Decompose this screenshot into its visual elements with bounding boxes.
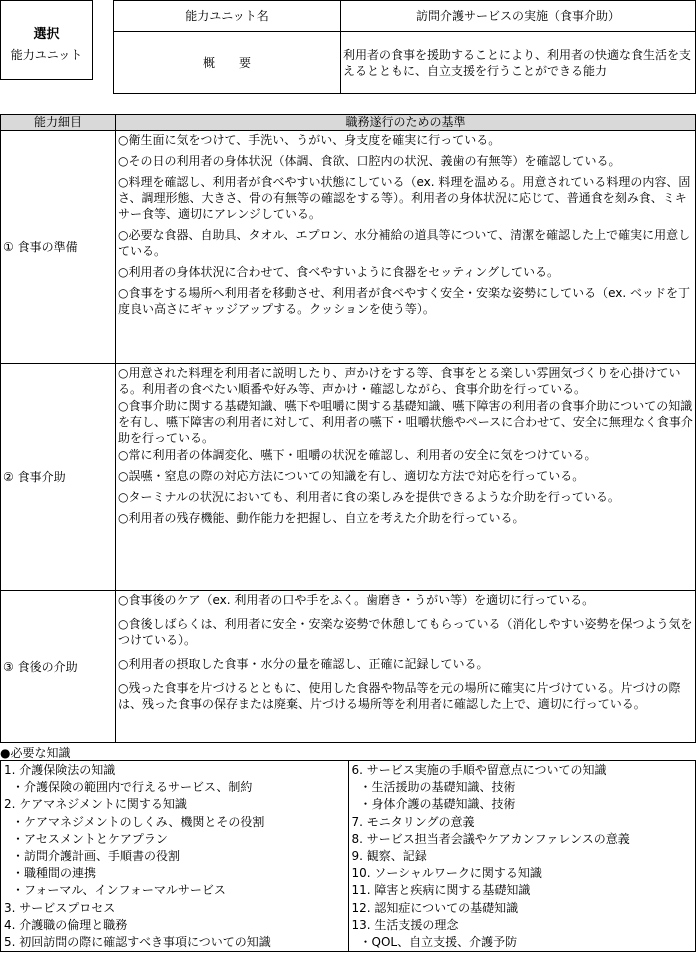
- criteria-item: ○利用者の摂取した食事・水分の量を確認し、正確に記録している。: [118, 657, 489, 671]
- knowledge-item: ・QOL、自立支援、介護予防: [359, 935, 518, 950]
- knowledge-item: 12. 認知症についての基礎知識: [351, 900, 519, 915]
- knowledge-table: [0, 760, 696, 952]
- criteria-item: ○用意された料理を利用者に説明したり、声かけをする等、食事をとる楽しい雰囲気づくりを心掛けている。利用者の食べたい順番や好み等、声かけ・確認しながら、食事介助を行っている。: [118, 366, 681, 396]
- criteria-item: ○常に利用者の体調変化、嚥下・咀嚼の状況を確認し、利用者の安全に気をつけている。: [118, 448, 597, 462]
- criteria-item: ○料理を確認し、利用者が食べやすい状態にしている（ex. 料理を温める。用意されている料理の内容、固さ、調理形態、大きさ、骨の有無等の確認をする等）。利用者の身体状況に応じて、普通食を刻み食、ミキサー食等、適切にアレンジしている。: [118, 175, 691, 221]
- criteria-item: ○食事をする場所へ利用者を移動させ、利用者が食べやすく安全・安楽な姿勢にしている（ex. ベッドを丁度良い高さにギャッジアップする。クッションを使う等）。: [118, 286, 691, 316]
- criteria-item: ○残った食事を片づけるとともに、使用した食器や物品等を元の場所に確実に片づけている。片づけの際は、残った食事の保存または廃棄、片づける場所等を利用者に確認した上で、適切に行っている。: [118, 681, 681, 711]
- select-box: [0, 0, 93, 80]
- criteria-cell: [116, 131, 696, 364]
- knowledge-item: 2. ケアマネジメントに関する知識: [4, 797, 187, 812]
- criteria-item: ○食事後のケア（ex. 利用者の口や手をふく。歯磨き・うがい等）を適切に行っている。: [118, 593, 595, 607]
- category-label: ① 食事の準備: [1, 131, 116, 364]
- header-ability-detail: 能力細目: [1, 115, 116, 131]
- criteria-table: [0, 114, 696, 743]
- knowledge-item: ・アセスメントとケアプラン: [12, 831, 168, 846]
- criteria-cell: [116, 364, 696, 591]
- header-criteria: 職務遂行のための基準: [116, 115, 696, 131]
- knowledge-item: ・身体介護の基礎知識、技術: [359, 797, 516, 812]
- category-label: ③ 食後の介助: [1, 591, 116, 743]
- knowledge-item: ・フォーマル、インフォーマルサービス: [12, 883, 226, 898]
- criteria-item: ○誤嚥・窒息の際の対応方法についての知識を有し、適切な方法で対応を行っている。: [118, 469, 585, 483]
- unit-name-value: 訪問介護サービスの実施（食事介助）: [341, 1, 696, 32]
- criteria-item: ○利用者の身体状況に合わせて、食べやすいように食器をセッティングしている。: [118, 265, 560, 279]
- criteria-item: ○ターミナルの状況においても、利用者に食の楽しみを提供できるような介助を行っている。: [118, 490, 620, 504]
- knowledge-right-column: [348, 761, 696, 952]
- knowledge-title: ●必要な知識: [0, 746, 71, 760]
- criteria-item: ○その日の利用者の身体状況（体調、食欲、口腔内の状況、義歯の有無等）を確認している。: [118, 154, 621, 168]
- knowledge-item: 9. 観察、記録: [351, 849, 427, 864]
- knowledge-left-column: [1, 761, 349, 952]
- knowledge-item: 3. サービスプロセス: [4, 900, 116, 915]
- unit-summary-label: 概 要: [114, 32, 341, 94]
- knowledge-item: ・介護保険の範囲内で行えるサービス、制約: [12, 780, 253, 795]
- knowledge-item: ・職種間の連携: [12, 866, 97, 881]
- criteria-item: ○食後しばらくは、利用者に安全・安楽な姿勢で休憩してもらっている（消化しやすい姿勢を保つよう気をつけている）。: [118, 617, 693, 647]
- knowledge-item: 4. 介護職の倫理と職務: [4, 917, 128, 932]
- criteria-item: ○衛生面に気をつけて、手洗い、うがい、身支度を確実に行っている。: [118, 133, 501, 147]
- knowledge-item: 11. 障害と疾病に関する基礎知識: [351, 883, 531, 898]
- knowledge-item: 6. サービス実施の手順や留意点についての知識: [351, 763, 607, 777]
- knowledge-item: ・ケアマネジメントのしくみ、機関とその役割: [12, 814, 265, 829]
- knowledge-item: 10. ソーシャルワークに関する知識: [351, 866, 542, 881]
- criteria-item: ○食事介助に関する基礎知識、嚥下や咀嚼に関する基礎知識、嚥下障害の利用者の食事介助についての知識を有し、嚥下障害の利用者に対して、利用者の嚥下・咀嚼状態やペースに合わせて、安全に無理なく食事介助を行っている。: [118, 399, 693, 445]
- knowledge-item: 5. 初回訪問の際に確認すべき事項についての知識: [4, 935, 271, 950]
- unit-summary-value: 利用者の食事を援助することにより、利用者の快適な食生活を支えるとともに、自立支援を行うことができる能力: [341, 32, 696, 94]
- criteria-cell: [116, 591, 696, 743]
- unit-table: [113, 0, 696, 94]
- unit-name-label: 能力ユニット名: [114, 1, 341, 32]
- knowledge-item: 13. 生活支援の理念: [351, 917, 459, 932]
- knowledge-item: 1. 介護保険法の知識: [4, 763, 116, 777]
- knowledge-item: 7. モニタリングの意義: [351, 814, 475, 829]
- select-subtitle: 能力ユニット: [10, 48, 83, 62]
- knowledge-item: 8. サービス担当者会議やケアカンファレンスの意義: [351, 831, 630, 846]
- select-title: 選択: [33, 27, 60, 42]
- criteria-item: ○利用者の残存機能、動作能力を把握し、自立を考えた介助を行っている。: [118, 511, 525, 525]
- criteria-item: ○必要な食器、自助具、タオル、エプロン、水分補給の道具等について、清潔を確認した上で確実に用意している。: [118, 228, 691, 258]
- knowledge-item: ・生活援助の基礎知識、技術: [359, 780, 516, 795]
- category-label: ② 食事介助: [1, 364, 116, 591]
- knowledge-item: ・訪問介護計画、手順書の役割: [12, 849, 181, 864]
